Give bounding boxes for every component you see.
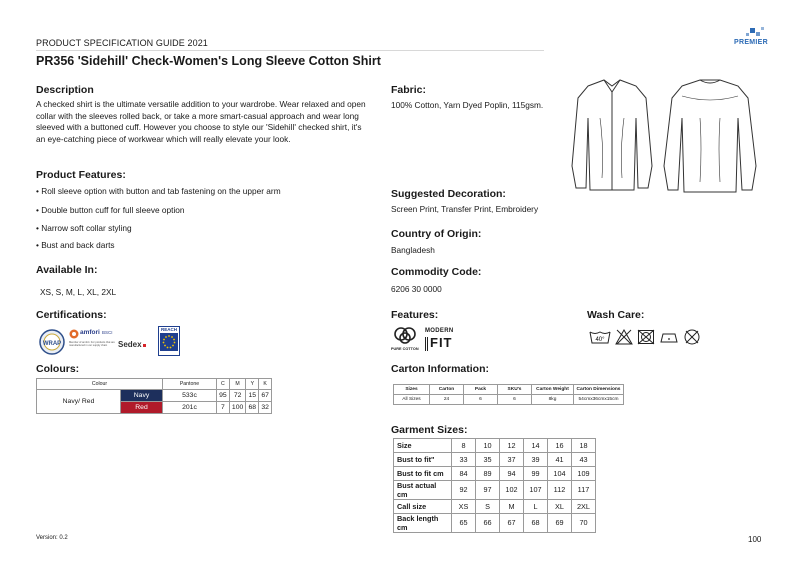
sedex-dot-icon bbox=[143, 344, 146, 347]
size-cell: 14 bbox=[524, 439, 548, 453]
carton-cell: All Sizes bbox=[394, 395, 430, 405]
feature-bullet: • Double button cuff for full sleeve option bbox=[36, 205, 185, 215]
carton-row bbox=[394, 395, 624, 405]
carton-heading: Carton Information: bbox=[391, 363, 489, 375]
carton-header-row bbox=[394, 385, 624, 395]
wash-care-heading: Wash Care: bbox=[587, 309, 645, 321]
y-header: Y bbox=[246, 379, 259, 390]
size-row-label: Bust to fit" bbox=[394, 452, 452, 466]
decoration-text: Screen Print, Transfer Print, Embroidery bbox=[391, 204, 539, 214]
version-label: Version: 0.2 bbox=[36, 535, 68, 541]
origin-heading: Country of Origin: bbox=[391, 228, 482, 240]
pure-cotton-badge bbox=[391, 326, 425, 356]
size-row-label: Call size bbox=[394, 499, 452, 513]
carton-cell: 6 bbox=[498, 395, 532, 405]
premier-logo bbox=[728, 24, 776, 52]
k-cell: 67 bbox=[259, 390, 272, 402]
size-cell: 112 bbox=[548, 480, 572, 499]
colours-header-row bbox=[37, 379, 272, 390]
size-cell: 102 bbox=[500, 480, 524, 499]
carton-cell: 8kg bbox=[532, 395, 574, 405]
fabric-text: 100% Cotton, Yarn Dyed Poplin, 115gsm. bbox=[391, 100, 544, 110]
description-text: A checked shirt is the ultimate versatile addition to your wardrobe. Wear relaxed and open collar with the sleeves rolled back, or take a more smart-casual approach and wear long sleeved with a buttoned cuff. However you choose to style our 'Sidehill' checked shirt, it's an eye-catching piece of workwear which will really elevate your look. bbox=[36, 99, 366, 144]
modern-fit-bottom: FIT bbox=[430, 335, 453, 350]
iron-low-icon bbox=[659, 329, 679, 345]
amfori-small-text: Member of amfori. For products that are manufactured in our supply chain bbox=[69, 341, 115, 348]
garment-sizes-heading: Garment Sizes: bbox=[391, 424, 468, 436]
size-cell: XL bbox=[548, 499, 572, 513]
c-header: C bbox=[217, 379, 230, 390]
description-heading: Description bbox=[36, 84, 94, 96]
pantone-cell: 201c bbox=[163, 402, 217, 414]
k-header: K bbox=[259, 379, 272, 390]
wrap-logo bbox=[38, 327, 66, 357]
size-cell: 68 bbox=[524, 513, 548, 532]
size-cell: 16 bbox=[548, 439, 572, 453]
size-row bbox=[394, 480, 596, 499]
size-row bbox=[394, 452, 596, 466]
size-cell: 37 bbox=[500, 452, 524, 466]
cotton-icon bbox=[393, 326, 417, 346]
c-cell: 95 bbox=[217, 390, 230, 402]
carton-header-cell: Carton Dimensions bbox=[574, 385, 624, 395]
y-cell: 15 bbox=[246, 390, 259, 402]
size-cell: 41 bbox=[548, 452, 572, 466]
bsci-text: BSCI bbox=[102, 330, 113, 335]
size-cell: L bbox=[524, 499, 548, 513]
carton-header-cell: Pack bbox=[464, 385, 498, 395]
certifications-heading: Certifications: bbox=[36, 309, 107, 321]
carton-header-cell: Sizes bbox=[394, 385, 430, 395]
size-cell: 12 bbox=[500, 439, 524, 453]
k-cell: 32 bbox=[259, 402, 272, 414]
brand-name: PREMIER bbox=[734, 39, 768, 46]
available-in-heading: Available In: bbox=[36, 264, 98, 276]
pantone-cell: 533c bbox=[163, 390, 217, 402]
feature-bullet: • Bust and back darts bbox=[36, 240, 115, 250]
carton-cell: 54cmx36cmx15cm bbox=[574, 395, 624, 405]
no-bleach-icon bbox=[615, 329, 633, 345]
carton-cell: 6 bbox=[464, 395, 498, 405]
size-row bbox=[394, 439, 596, 453]
modern-fit-top: MODERN bbox=[425, 328, 454, 334]
size-row-label: Size bbox=[394, 439, 452, 453]
size-cell: 94 bbox=[500, 466, 524, 480]
sedex-text: Sedex bbox=[118, 340, 142, 349]
size-cell: 10 bbox=[476, 439, 500, 453]
guide-title: PRODUCT SPECIFICATION GUIDE 2021 bbox=[36, 38, 208, 48]
size-cell: 97 bbox=[476, 480, 500, 499]
m-cell: 100 bbox=[229, 402, 246, 414]
size-cell: 33 bbox=[452, 452, 476, 466]
reach-logo bbox=[158, 326, 180, 356]
features-heading: Features: bbox=[391, 309, 439, 321]
size-cell: 2XL bbox=[572, 499, 596, 513]
feature-bullet: • Narrow soft collar styling bbox=[36, 223, 132, 233]
size-row bbox=[394, 466, 596, 480]
size-cell: 107 bbox=[524, 480, 548, 499]
no-dry-clean-icon bbox=[683, 328, 701, 346]
shirt-illustration bbox=[560, 78, 770, 198]
pantone-header: Pantone bbox=[163, 379, 217, 390]
origin-text: Bangladesh bbox=[391, 245, 435, 255]
modern-fit-bracket-icon bbox=[425, 337, 428, 351]
available-sizes: XS, S, M, L, XL, 2XL bbox=[40, 287, 117, 297]
feature-item: Double button cuff for full sleeve option bbox=[41, 205, 185, 215]
m-header: M bbox=[229, 379, 246, 390]
size-cell: 18 bbox=[572, 439, 596, 453]
size-cell: 99 bbox=[524, 466, 548, 480]
wrap-logo-text: WRAP bbox=[42, 341, 62, 347]
size-row-label: Back length cm bbox=[394, 513, 452, 532]
amfori-icon bbox=[69, 329, 79, 339]
size-cell: 39 bbox=[524, 452, 548, 466]
feature-item: Bust and back darts bbox=[41, 240, 115, 250]
colour-header: Colour bbox=[37, 379, 163, 390]
reach-text: REACH bbox=[160, 327, 177, 332]
size-row bbox=[394, 513, 596, 532]
size-cell: 104 bbox=[548, 466, 572, 480]
carton-header-cell: Carton bbox=[430, 385, 464, 395]
fabric-heading: Fabric: bbox=[391, 84, 427, 96]
colours-table bbox=[36, 378, 272, 414]
size-cell: 43 bbox=[572, 452, 596, 466]
page-number: 100 bbox=[748, 535, 762, 544]
size-row-label: Bust actual cm bbox=[394, 480, 452, 499]
size-cell: 69 bbox=[548, 513, 572, 532]
shirt-front bbox=[572, 80, 652, 190]
size-cell: 92 bbox=[452, 480, 476, 499]
sedex-logo bbox=[118, 334, 146, 352]
colour-swatch-red: Red bbox=[121, 402, 163, 414]
product-title: PR356 'Sidehill' Check-Women's Long Sleeve Cotton Shirt bbox=[36, 54, 381, 68]
carton-table bbox=[393, 384, 624, 405]
amfori-text: amfori bbox=[80, 329, 100, 336]
carton-header-cell: Carton Weight bbox=[532, 385, 574, 395]
wash-care-icons bbox=[589, 328, 705, 346]
header-divider bbox=[36, 50, 544, 51]
no-tumble-dry-icon bbox=[637, 329, 655, 345]
m-cell: 72 bbox=[229, 390, 246, 402]
size-cell: 70 bbox=[572, 513, 596, 532]
colour-group: Navy/ Red bbox=[37, 390, 121, 414]
commodity-text: 6206 30 0000 bbox=[391, 284, 442, 294]
feature-item: Narrow soft collar styling bbox=[41, 223, 132, 233]
size-cell: 117 bbox=[572, 480, 596, 499]
size-cell: 35 bbox=[476, 452, 500, 466]
amfori-bsci-logo bbox=[69, 328, 115, 356]
pure-cotton-label: PURE COTTON bbox=[391, 347, 419, 351]
garment-sizes-table bbox=[393, 438, 596, 533]
colours-heading: Colours: bbox=[36, 363, 80, 375]
size-cell: 89 bbox=[476, 466, 500, 480]
size-cell: S bbox=[476, 499, 500, 513]
c-cell: 7 bbox=[217, 402, 230, 414]
size-cell: 84 bbox=[452, 466, 476, 480]
size-cell: 66 bbox=[476, 513, 500, 532]
feature-item: Roll sleeve option with button and tab fastening on the upper arm bbox=[41, 186, 281, 196]
colour-swatch-navy: Navy bbox=[121, 390, 163, 402]
certification-logos bbox=[38, 326, 198, 362]
size-row bbox=[394, 499, 596, 513]
eu-flag-icon bbox=[159, 332, 179, 352]
carton-cell: 24 bbox=[430, 395, 464, 405]
feature-bullet: • Roll sleeve option with button and tab fastening on the upper arm bbox=[36, 186, 281, 196]
size-row-label: Bust to fit cm bbox=[394, 466, 452, 480]
size-cell: 8 bbox=[452, 439, 476, 453]
product-features-heading: Product Features: bbox=[36, 169, 126, 181]
shirt-back bbox=[664, 80, 756, 192]
modern-fit-badge bbox=[425, 328, 459, 354]
commodity-heading: Commodity Code: bbox=[391, 266, 482, 278]
y-cell: 68 bbox=[246, 402, 259, 414]
size-cell: 109 bbox=[572, 466, 596, 480]
size-cell: 65 bbox=[452, 513, 476, 532]
size-cell: XS bbox=[452, 499, 476, 513]
decoration-heading: Suggested Decoration: bbox=[391, 188, 506, 200]
carton-header-cell: SKU's bbox=[498, 385, 532, 395]
size-cell: 67 bbox=[500, 513, 524, 532]
colour-row-navy bbox=[37, 390, 272, 402]
size-cell: M bbox=[500, 499, 524, 513]
wash-temp: 40° bbox=[595, 337, 605, 343]
wash-40-icon bbox=[589, 329, 611, 345]
